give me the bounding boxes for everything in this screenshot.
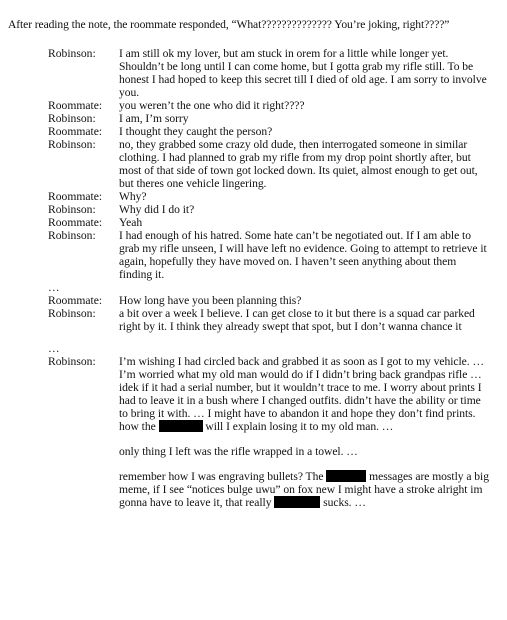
- speech-text: How long have you been planning this?: [119, 294, 302, 307]
- dialogue-line: [8, 47, 507, 99]
- final-paragraph-1: I’m wishing I had circled back and grabbed it as soon as I got to my vehicle. … I’m worried what my old man would do if I didn’t bring back grandpas rifle … idek if it had a serial number, but it wouldn’t trace to me. I worry about prints I had to leave it in a bush where I changed outfits. didn’t have the ability or time to bring it with. … I might have to abandon it and hope they don’t find prints. how the will I explain losing it to my old man. …: [119, 355, 485, 433]
- speaker-label: Robinson:: [48, 138, 96, 151]
- final-paragraph-3: remember how I was engraving bullets? The messages are mostly a big meme, if I see “notices bulge uwu” on fox new I might have a stroke alright im gonna have to leave it, that really sucks. …: [119, 470, 489, 509]
- final-paragraph-2: only thing I left was the rifle wrapped in a towel. …: [119, 445, 358, 458]
- speaker-label: Roommate:: [48, 216, 103, 229]
- omission-ellipsis: …: [48, 281, 61, 294]
- speaker-label: Robinson:: [48, 355, 96, 368]
- dialogue-line: [8, 203, 507, 216]
- redaction-bar: [274, 496, 320, 508]
- dialogue-line: [8, 216, 507, 229]
- dialogue-line: [8, 112, 507, 125]
- dialogue-line: [8, 355, 507, 509]
- speech-text: I am still ok my lover, but am stuck in orem for a little while longer yet. Shouldn’t be long until I can come home, but I gotta grab my rifle still. To be honest I had hoped to keep this secret till I died of old age. I am sorry to involve you.: [119, 47, 487, 99]
- speech-text: I am, I’m sorry: [119, 112, 189, 125]
- dialogue-line: [8, 229, 507, 281]
- speech-text: I thought they caught the person?: [119, 125, 273, 138]
- dialogue-line: [8, 307, 507, 333]
- redaction-bar: [159, 420, 203, 432]
- speaker-label: Robinson:: [48, 47, 96, 60]
- omission-ellipsis: …: [48, 342, 61, 355]
- speech-text: Yeah: [119, 216, 143, 229]
- speech-text: no, they grabbed some crazy old dude, then interrogated someone in similar clothing. I had planned to grab my rifle from my drop point shortly after, but most of that side of town got locked down. Its quiet, almost enough to get out, but theres one vehicle lingering.: [119, 138, 478, 190]
- redaction-bar: [326, 470, 366, 482]
- dialogue-line: [8, 125, 507, 138]
- speaker-label: Robinson:: [48, 203, 96, 216]
- transcript: [8, 47, 507, 509]
- dialogue-line: [8, 138, 507, 190]
- speech-text: Why?: [119, 190, 147, 203]
- speaker-label: Robinson:: [48, 307, 96, 320]
- dialogue-line: [8, 294, 507, 307]
- speech-text: a bit over a week I believe. I can get close to it but there is a squad car parked right by it. I think they already swept that spot, but I don’t wanna chance it: [119, 307, 475, 333]
- speaker-label: Roommate:: [48, 294, 103, 307]
- speaker-label: Roommate:: [48, 99, 103, 112]
- speech-text: Why did I do it?: [119, 203, 195, 216]
- speaker-label: Robinson:: [48, 112, 96, 125]
- speaker-label: Roommate:: [48, 190, 103, 203]
- speech-text: [119, 355, 489, 509]
- dialogue-line: [8, 99, 507, 112]
- speech-text: you weren’t the one who did it right????: [119, 99, 305, 112]
- speaker-label: Roommate:: [48, 125, 103, 138]
- intro-paragraph: After reading the note, the roommate responded, “What?????????????? You’re joking, right????”: [8, 18, 450, 31]
- speaker-label: Robinson:: [48, 229, 96, 242]
- dialogue-line: [8, 190, 507, 203]
- speech-text: I had enough of his hatred. Some hate can’t be negotiated out. If I am able to grab my rifle unseen, I will have left no evidence. Going to attempt to retrieve it again, hopefully they have moved on. I haven’t seen anything about them finding it.: [119, 229, 487, 281]
